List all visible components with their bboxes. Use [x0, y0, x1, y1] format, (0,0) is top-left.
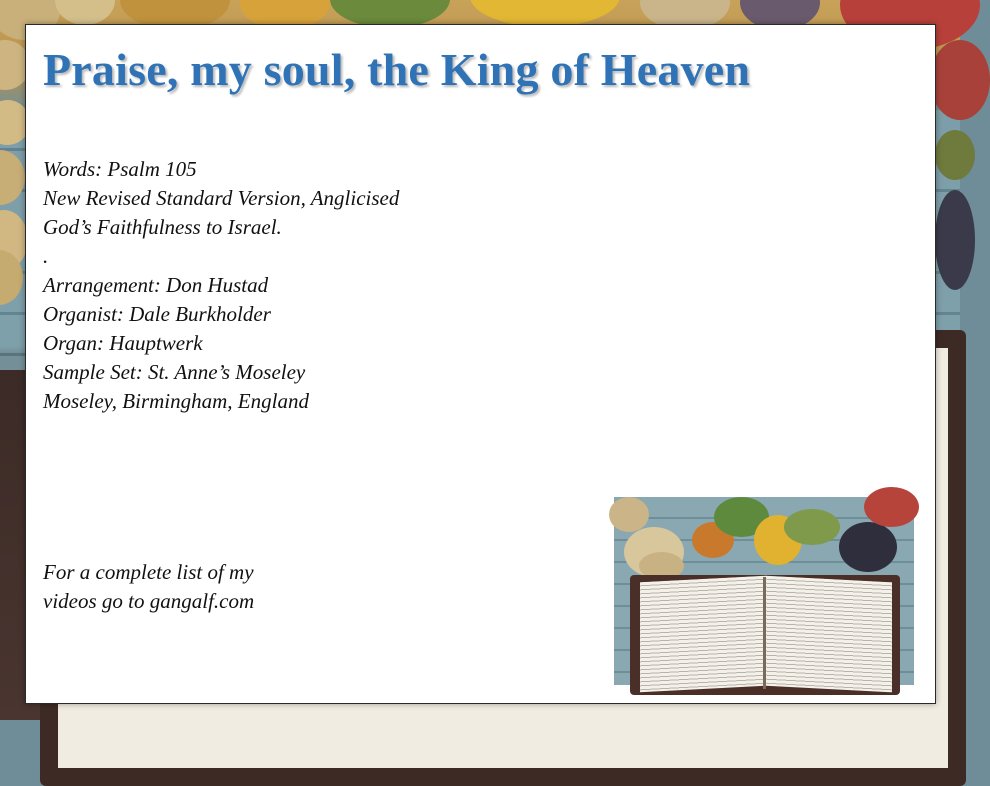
footer-line: videos go to gangalf.com	[43, 589, 255, 613]
credit-line: Organ: Hauptwerk	[43, 331, 203, 355]
slide-title: Praise, my soul, the King of Heaven	[43, 44, 751, 95]
credit-line: Moseley, Birmingham, England	[43, 389, 309, 413]
grape	[609, 497, 649, 532]
squash	[470, 0, 620, 27]
apple	[930, 40, 990, 120]
credits-list	[43, 155, 399, 416]
credit-line: Sample Set: St. Anne’s Moseley	[43, 360, 306, 384]
grape	[935, 130, 975, 180]
harvest-bible-image	[614, 497, 914, 685]
grape	[935, 190, 975, 290]
credit-line: Organist: Dale Burkholder	[43, 302, 271, 326]
credit-line: God’s Faithfulness to Israel.	[43, 215, 282, 239]
credit-line: Arrangement: Don Hustad	[43, 273, 269, 297]
footer-line: For a complete list of my	[43, 560, 254, 584]
thumb-bible-spine	[763, 577, 766, 689]
gourd	[784, 509, 840, 545]
thumb-bible-page	[766, 576, 892, 693]
credit-line: Words: Psalm 105	[43, 157, 197, 181]
apple	[864, 487, 919, 527]
thumb-bible-page	[640, 576, 766, 693]
grape	[839, 522, 897, 572]
slide-card	[25, 24, 936, 704]
grape	[55, 0, 115, 25]
credit-line: New Revised Standard Version, Anglicised	[43, 186, 400, 210]
video-list-note	[43, 558, 254, 616]
credit-line: .	[43, 244, 49, 268]
